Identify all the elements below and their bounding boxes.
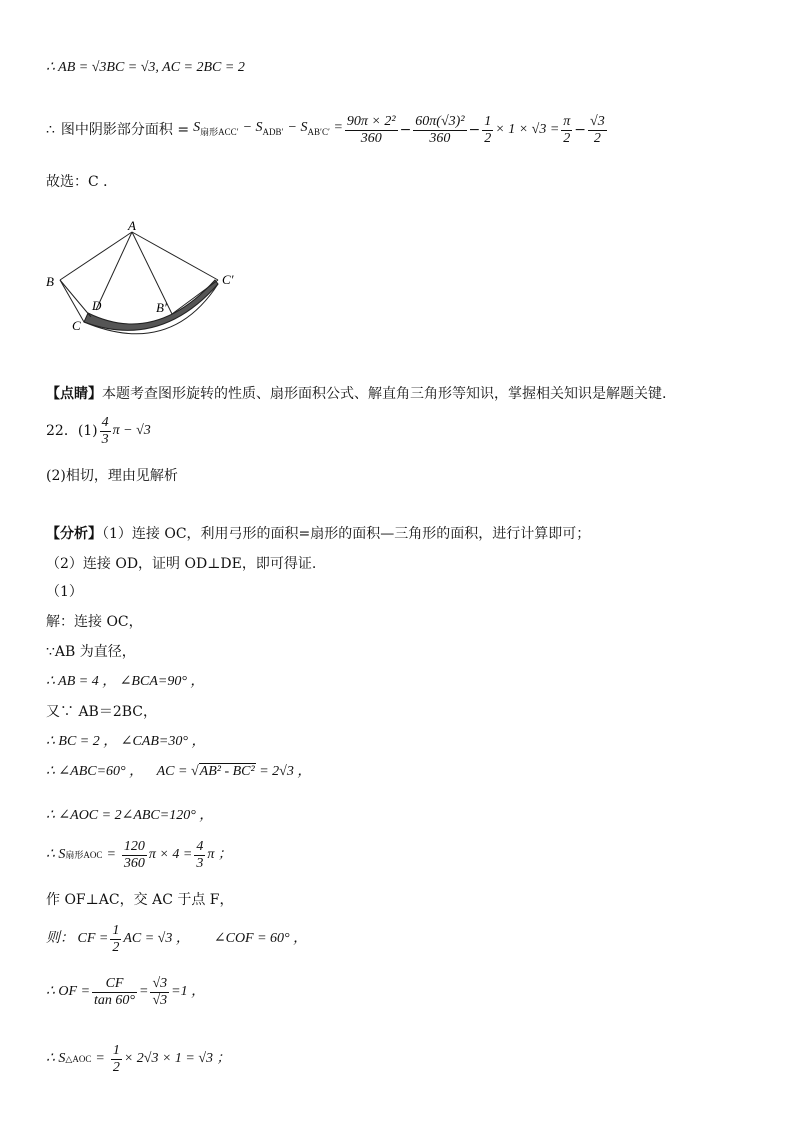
line-triangle-area: ∴ S △AOC = $\frac{1}{2}$ × 2√3 × 1 = √3 ； [46,1042,231,1075]
line-abc-60: ∴ ∠ABC=60° ， AC = √AB² - BC² = 2√3 ， [46,764,312,779]
therefore-symbol: ∴ [46,122,55,138]
analysis-1: 【分析】（1）连接 OC，利用弓形的面积=扇形的面积—三角形的面积，进行计算即可； [46,526,591,542]
line-aoc-120: ∴ ∠AOC = 2∠ABC=120° ， [46,808,214,823]
fraction-pi-half: $\frac{\pi}{2}$ [563,113,571,146]
fraction-1-2: $\frac{1}{2}$ [112,922,120,955]
s-triangle-2: − $S_{AB'C'}$ = [287,120,343,137]
mid-expression: × 1 × √3 = [495,122,560,137]
answer-22-1: 22．(1) $\frac{4}{3}$ π − √3 [46,414,151,447]
key-point-tag: 【点睛】 [46,386,102,402]
segment-ac2 [132,232,218,280]
line-shaded-area: ∴ 图中阴影部分面积 = $S_{扇形ACC'}$ − $S_{ADB'}$ − $S_{AB'C'}$ = $\frac{\text{90π × 2²}}{360}$ − $\frac{\text{60π(√3)²}}{360}$ − $\frac{1}{2}$ × 1 × √3 = $\frac{\pi}{2}$ − $\frac{√3}{2}$ [46,113,605,146]
arc-bc [60,280,91,317]
line-construct-of: 作 OF⊥AC，交 AC 于点 F， [46,892,234,908]
fraction-cf-tan60: $\frac{CF}{\tan 60^\circ}$ [94,975,136,1008]
shaded-area-label: 图中阴影部分面积 = [60,122,190,138]
s-triangle-1: − $S_{ADB'}$ [242,120,284,137]
fraction-sqrt3-sqrt3: $\frac{√3}{√3}$ [152,975,168,1008]
shaded-region [84,280,218,330]
fraction-120-360: $\frac{120}{360}$ [123,838,145,871]
label-c-prime: C′ [222,272,234,287]
analysis-tag: 【分析】 [46,526,102,542]
fraction-4-3-b: $\frac{4}{3}$ [196,838,204,871]
line-diameter: ∵AB 为直径， [46,644,136,660]
line-cf: 则： CF = $\frac{1}{2}$ AC = √3 ， ∠COF = 60° ， [46,922,308,955]
label-d: D [92,298,102,313]
line-ab-bc [46,58,245,78]
line-ab-2bc: 又∵ AB＝2BC， [46,704,158,720]
answer-choice: 故选：C ． [46,174,118,190]
line-of: ∴ OF = $\frac{CF}{\tan 60^\circ}$ = $\frac{√3}{√3}$ =1 ， [46,975,206,1008]
fraction-half: $\frac{1}{2}$ [484,113,492,146]
analysis-2: （2）连接 OD，证明 OD⊥DE，即可得证. [46,556,317,572]
key-point: 【点睛】本题考查图形旋转的性质、扇形面积公式、解直角三角形等知识，掌握相关知识是解题关键. [46,386,667,402]
fraction-1-2-b: $\frac{1}{2}$ [112,1042,120,1075]
equation-text: ∴ AB = √3BC = √3, AC = 2BC = 2 [46,60,245,75]
solution-start: 解：连接 OC， [46,614,143,630]
segment-bc [60,280,84,322]
fraction-sqrt3-half: $\frac{√3}{2}$ [590,113,605,146]
fraction-90pi: $\frac{\text{90π × 2²}}{360}$ [346,113,396,146]
answer-22-2: (2)相切，理由见解析 [46,468,178,484]
fraction-4-3: $\frac{4}{3}$ [101,414,109,447]
line-bc-2: ∴ BC = 2 ， ∠CAB=30° ， [46,734,206,749]
line-sector-area: ∴ S 扇形AOC = $\frac{120}{360}$ π × 4 = $\frac{4}{3}$ π ； [46,838,232,871]
part-1-heading: （1） [46,584,83,600]
label-b-prime: B′ [156,300,167,315]
s-sector: $S_{扇形ACC'}$ [193,120,239,137]
geometry-figure [40,218,250,348]
fraction-60pi: $\frac{\text{60π(√3)²}}{360}$ [415,113,465,146]
label-c: C [72,318,81,333]
line-ab-4: ∴ AB = 4 ， ∠BCA=90° ， [46,674,205,689]
segment-b2c2 [172,280,218,314]
label-b: B [46,274,54,289]
label-a: A [128,218,136,233]
